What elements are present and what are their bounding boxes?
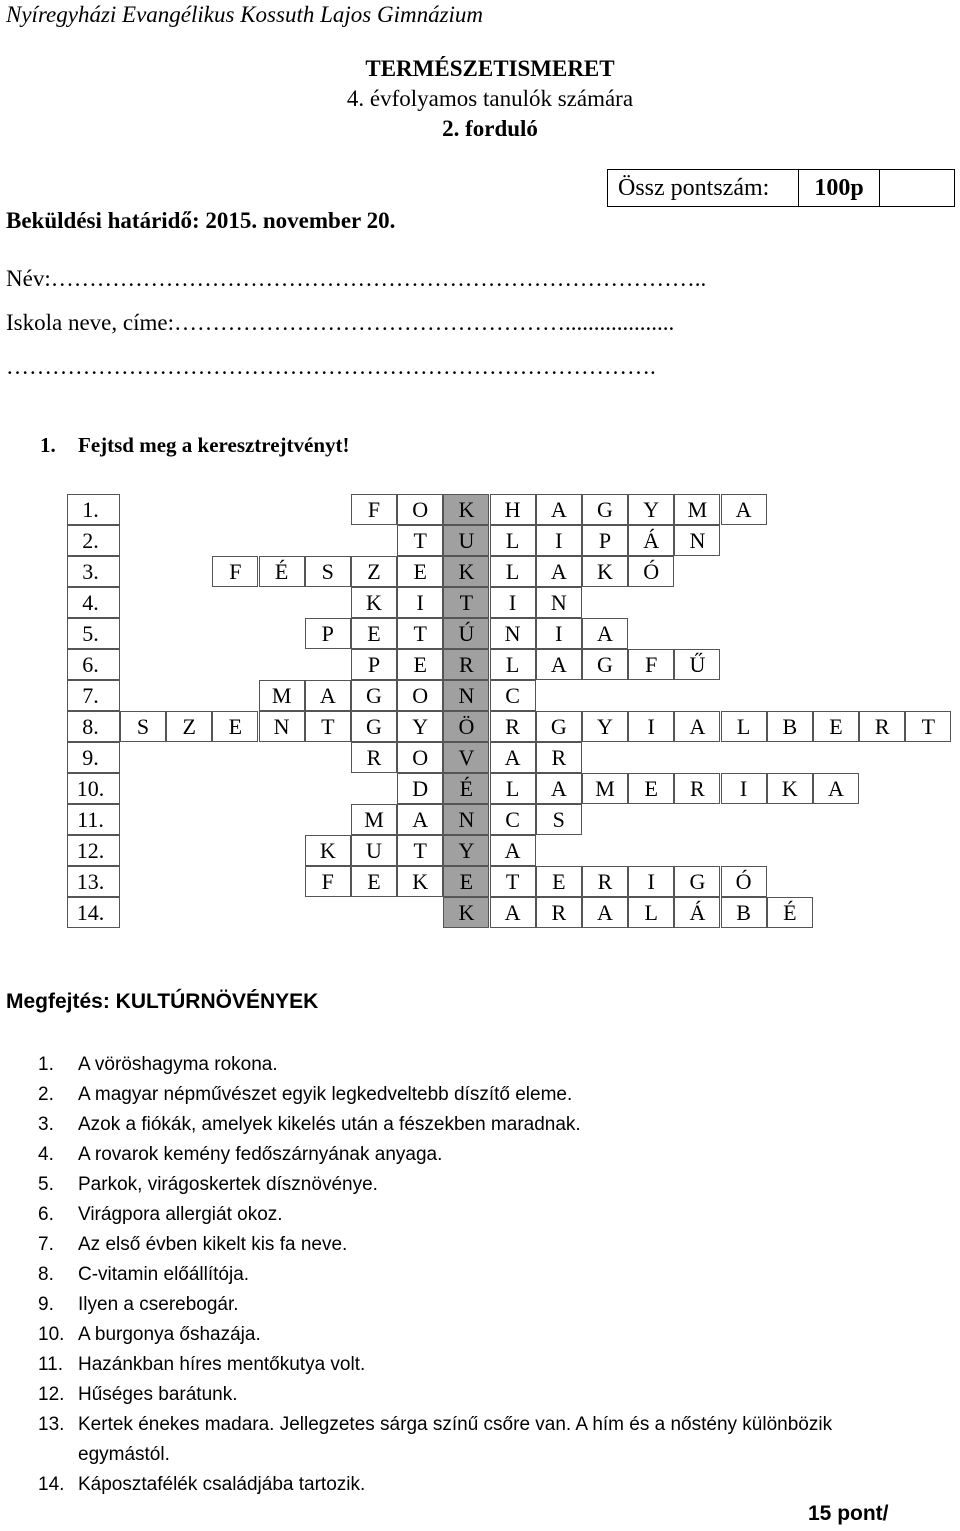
score-label: Össz pontszám: [608, 170, 799, 207]
crossword-cell[interactable]: S [305, 556, 351, 587]
crossword-cell[interactable]: E [212, 711, 258, 742]
crossword-cell[interactable]: K [305, 835, 351, 866]
crossword-cell[interactable]: N [674, 525, 720, 556]
crossword-cell[interactable]: P [305, 618, 351, 649]
clue-number: 1. [38, 1054, 54, 1075]
crossword-cell[interactable]: F [305, 866, 351, 897]
crossword-cell[interactable]: Z [166, 711, 212, 742]
crossword-cell[interactable]: A [490, 897, 536, 928]
crossword-cell[interactable]: G [351, 680, 397, 711]
crossword-cell[interactable]: M [351, 804, 397, 835]
task-heading [40, 433, 350, 458]
crossword-cell[interactable]: R [582, 866, 628, 897]
crossword-cell[interactable]: R [674, 773, 720, 804]
crossword-cell[interactable]: I [536, 525, 582, 556]
crossword-cell[interactable]: E [628, 773, 674, 804]
task-text: Fejtsd meg a keresztrejtvényt! [78, 433, 350, 457]
crossword-cell[interactable]: Y [628, 494, 674, 525]
crossword-cell[interactable]: S [536, 804, 582, 835]
crossword-cell[interactable]: I [628, 711, 674, 742]
crossword-row-number: 13. [67, 866, 120, 897]
crossword-cell[interactable]: A [490, 835, 536, 866]
crossword-cell[interactable]: A [582, 618, 628, 649]
clue-text: C-vitamin előállítója. [78, 1264, 250, 1285]
school-field[interactable]: Iskola neve, címe:……………………………………………................... [6, 310, 675, 335]
crossword-cell[interactable]: L [490, 525, 536, 556]
crossword-cell[interactable]: A [536, 649, 582, 680]
crossword-cell[interactable]: I [536, 618, 582, 649]
crossword-cell[interactable]: F [212, 556, 258, 587]
points-label: 15 pont/ [808, 1502, 889, 1525]
crossword-cell[interactable]: K [767, 773, 813, 804]
crossword-cell[interactable]: F [628, 649, 674, 680]
crossword-cell[interactable]: A [397, 804, 443, 835]
crossword-cell[interactable]: A [721, 494, 767, 525]
crossword-row-number: 1. [67, 494, 120, 525]
grade-subtitle: 4. évfolyamos tanulók számára [346, 86, 634, 111]
crossword-cell[interactable]: N [490, 618, 536, 649]
crossword-cell[interactable]: Á [628, 525, 674, 556]
crossword-cell[interactable]: L [628, 897, 674, 928]
crossword-cell[interactable]: B [721, 897, 767, 928]
crossword-key-cell[interactable]: K [443, 897, 489, 928]
crossword-cell[interactable]: L [490, 773, 536, 804]
crossword-cell[interactable]: O [397, 680, 443, 711]
crossword-cell[interactable]: M [259, 680, 305, 711]
clue-number: 5. [38, 1174, 54, 1195]
crossword-cell[interactable]: G [674, 866, 720, 897]
crossword-cell[interactable]: Y [582, 711, 628, 742]
crossword-cell[interactable]: A [582, 897, 628, 928]
crossword-key-cell[interactable]: K [443, 556, 489, 587]
clue-text: Virágpora allergiát okoz. [78, 1204, 283, 1225]
clue-number: 7. [38, 1234, 54, 1255]
crossword-cell[interactable]: K [582, 556, 628, 587]
crossword-cell[interactable]: Y [397, 711, 443, 742]
crossword-cell[interactable]: A [536, 494, 582, 525]
name-field[interactable]: Név:………………………………………………………………………….. [6, 266, 707, 291]
crossword-cell[interactable]: B [767, 711, 813, 742]
crossword-cell[interactable]: F [351, 494, 397, 525]
crossword-cell[interactable]: S [120, 711, 166, 742]
clue-text: Káposztafélék családjába tartozik. [78, 1474, 366, 1495]
crossword-key-cell[interactable]: R [443, 649, 489, 680]
crossword-cell[interactable]: P [351, 649, 397, 680]
crossword-cell[interactable]: R [351, 742, 397, 773]
solution-text: Megfejtés: KULTÚRNÖVÉNYEK [6, 990, 319, 1013]
crossword-cell[interactable]: Á [674, 897, 720, 928]
crossword-cell[interactable]: Z [351, 556, 397, 587]
crossword-cell[interactable]: Ó [628, 556, 674, 587]
crossword-cell[interactable]: I [397, 587, 443, 618]
crossword-cell[interactable]: R [859, 711, 905, 742]
crossword-row-number: 7. [67, 680, 120, 711]
crossword-row-number: 12. [67, 835, 120, 866]
crossword-cell[interactable]: U [351, 835, 397, 866]
crossword-cell[interactable]: L [721, 711, 767, 742]
clue-number: 13. [38, 1414, 65, 1435]
crossword-key-cell[interactable]: Y [443, 835, 489, 866]
clue-number: 4. [38, 1144, 54, 1165]
crossword-cell[interactable]: I [721, 773, 767, 804]
crossword-cell[interactable]: A [536, 773, 582, 804]
crossword-row-number: 14. [67, 897, 120, 928]
crossword-cell[interactable]: G [582, 494, 628, 525]
crossword-cell[interactable]: R [536, 742, 582, 773]
round-subtitle: 2. forduló [442, 116, 538, 141]
clue-text: Kertek énekes madara. Jellegzetes sárga színű csőre van. A hím és a nőstény különbözik [78, 1414, 833, 1435]
address-field[interactable]: …………………………………………………………………………. [6, 354, 656, 379]
crossword-key-cell[interactable]: T [443, 587, 489, 618]
crossword-cell[interactable]: R [490, 711, 536, 742]
crossword-cell[interactable]: O [397, 742, 443, 773]
clue-text: Hűséges barátunk. [78, 1384, 238, 1405]
crossword-cell[interactable]: D [397, 773, 443, 804]
crossword-cell[interactable]: P [582, 525, 628, 556]
clue-number: 2. [38, 1084, 54, 1105]
crossword-cell[interactable]: O [397, 494, 443, 525]
crossword-cell[interactable]: K [351, 587, 397, 618]
crossword-cell[interactable]: G [351, 711, 397, 742]
score-table [607, 169, 955, 207]
crossword-cell[interactable]: R [536, 897, 582, 928]
crossword-cell[interactable]: T [397, 618, 443, 649]
subject-title: TERMÉSZETISMERET [365, 56, 615, 81]
clue-number: 8. [38, 1264, 54, 1285]
crossword-row-number: 6. [67, 649, 120, 680]
crossword-cell[interactable]: L [490, 556, 536, 587]
crossword-cell[interactable]: A [536, 556, 582, 587]
crossword-cell[interactable]: M [674, 494, 720, 525]
clue-text: Az első évben kikelt kis fa neve. [78, 1234, 348, 1255]
crossword-cell[interactable]: C [490, 680, 536, 711]
crossword-key-cell[interactable]: Ú [443, 618, 489, 649]
clue-text: A vöröshagyma rokona. [78, 1054, 278, 1075]
clue-text: A magyar népművészet egyik legkedveltebb díszítő eleme. [78, 1084, 573, 1105]
crossword-cell[interactable]: É [767, 897, 813, 928]
deadline: Beküldési határidő: 2015. november 20. [6, 208, 396, 233]
clue-text: Hazánkban híres mentőkutya volt. [78, 1354, 366, 1375]
crossword-cell[interactable]: E [813, 711, 859, 742]
crossword-row-number: 11. [67, 804, 120, 835]
crossword-cell[interactable]: G [536, 711, 582, 742]
clue-text: egymástól. [78, 1444, 170, 1465]
crossword-row-number: 8. [67, 711, 120, 742]
crossword-key-cell[interactable]: N [443, 804, 489, 835]
crossword-row-number: 2. [67, 525, 120, 556]
crossword-cell[interactable]: Ó [721, 866, 767, 897]
crossword-cell[interactable]: Ű [674, 649, 720, 680]
crossword-cell[interactable]: A [674, 711, 720, 742]
crossword-cell[interactable]: H [490, 494, 536, 525]
score-blank[interactable] [880, 170, 955, 207]
crossword-key-cell[interactable]: É [443, 773, 489, 804]
clue-number: 9. [38, 1294, 54, 1315]
score-value: 100p [799, 170, 880, 207]
crossword-cell[interactable]: T [905, 711, 951, 742]
clue-number: 11. [38, 1354, 64, 1375]
crossword-row-number: 5. [67, 618, 120, 649]
crossword-cell[interactable]: T [305, 711, 351, 742]
clue-number: 10. [38, 1324, 65, 1345]
clue-text: Ilyen a cserebogár. [78, 1294, 239, 1315]
crossword-cell[interactable]: A [305, 680, 351, 711]
crossword-key-cell[interactable]: U [443, 525, 489, 556]
clue-text: Parkok, virágoskertek dísznövénye. [78, 1174, 378, 1195]
crossword-cell[interactable]: T [397, 835, 443, 866]
crossword-cell[interactable]: M [582, 773, 628, 804]
clue-text: A burgonya őshazája. [78, 1324, 261, 1345]
crossword-cell[interactable]: C [490, 804, 536, 835]
crossword-cell[interactable]: E [351, 866, 397, 897]
crossword-cell[interactable]: A [813, 773, 859, 804]
crossword-cell[interactable]: T [490, 866, 536, 897]
clue-text: A rovarok kemény fedőszárnyának anyaga. [78, 1144, 443, 1165]
crossword-cell[interactable]: E [536, 866, 582, 897]
crossword-cell[interactable]: N [259, 711, 305, 742]
crossword-cell[interactable]: I [490, 587, 536, 618]
crossword-cell[interactable]: N [536, 587, 582, 618]
crossword-row-number: 4. [67, 587, 120, 618]
crossword-row-number: 3. [67, 556, 120, 587]
task-number: 1. [40, 433, 56, 457]
crossword-cell[interactable]: K [397, 866, 443, 897]
clue-number: 14. [38, 1474, 65, 1495]
clue-number: 6. [38, 1204, 54, 1225]
crossword-key-cell[interactable]: Ö [443, 711, 489, 742]
crossword-cell[interactable]: I [628, 866, 674, 897]
crossword-cell[interactable]: G [582, 649, 628, 680]
crossword-cell[interactable]: E [397, 556, 443, 587]
school-name: Nyíregyházi Evangélikus Kossuth Lajos Gimnázium [6, 2, 484, 27]
clue-number: 12. [38, 1384, 65, 1405]
crossword-key-cell[interactable]: E [443, 866, 489, 897]
crossword-key-cell[interactable]: V [443, 742, 489, 773]
crossword-cell[interactable]: L [490, 649, 536, 680]
crossword-cell[interactable]: E [351, 618, 397, 649]
crossword-cell[interactable]: É [259, 556, 305, 587]
crossword-cell[interactable]: T [397, 525, 443, 556]
clue-number: 3. [38, 1114, 54, 1135]
crossword-row-number: 9. [67, 742, 120, 773]
crossword-row-number: 10. [67, 773, 120, 804]
crossword-cell[interactable]: A [490, 742, 536, 773]
clue-text: Azok a fiókák, amelyek kikelés után a fészekben maradnak. [78, 1114, 581, 1135]
crossword-cell[interactable]: E [397, 649, 443, 680]
crossword-key-cell[interactable]: K [443, 494, 489, 525]
crossword-key-cell[interactable]: N [443, 680, 489, 711]
